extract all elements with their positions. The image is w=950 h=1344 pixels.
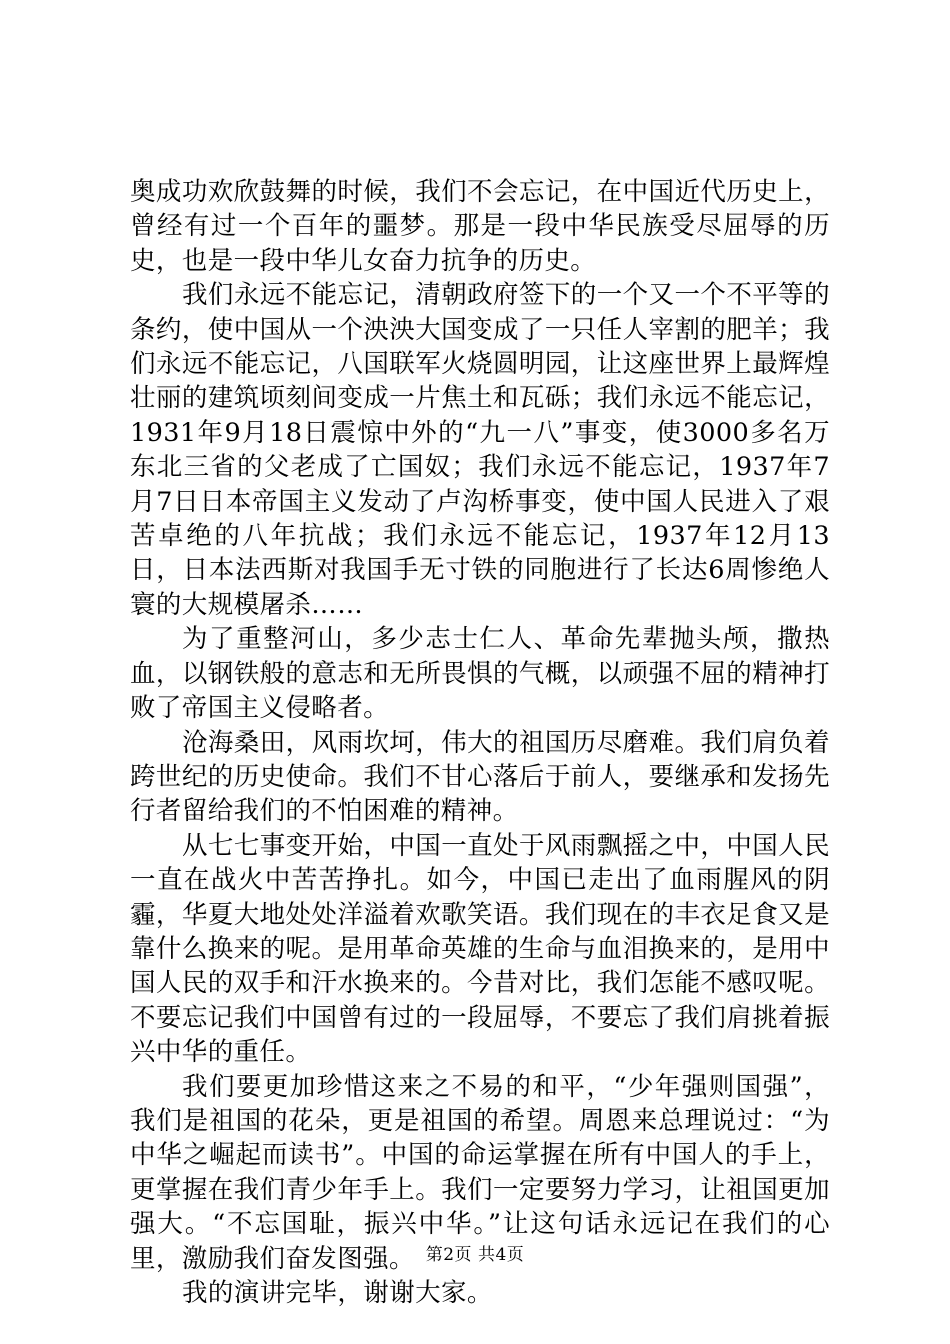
paragraph-6: 我们要更加珍惜这来之不易的和平，“少年强则国强”，我们是祖国的花朵，更是祖国的希望。周恩来总理说过：“为中华之崛起而读书”。中国的命运掌握在所有中国人的手上，更掌握在我们青少年手上。我们一定要努力学习，让祖国更加强大。“不忘国耻，振兴中华。”让这句话永远记在我们的心里，激励我们奋发图强。: [130, 1071, 830, 1274]
paragraph-7: 我的演讲完毕，谢谢大家。: [182, 1278, 493, 1308]
paragraph-1: 奥成功欢欣鼓舞的时候，我们不会忘记，在中国近代历史上，曾经有过一个百年的噩梦。那是一段中华民族受尽屈辱的历史，也是一段中华儿女奋力抗争的历史。: [130, 177, 830, 276]
paragraph-3: 为了重整河山，多少志士仁人、革命先辈抛头颅，撒热血，以钢铁般的意志和无所畏惧的气概，以顽强不屈的精神打败了帝国主义侵略者。: [130, 624, 830, 724]
paragraph-5: 从七七事变开始，中国一直处于风雨飘摇之中，中国人民一直在战火中苦苦挣扎。如今，中国已走出了血雨腥风的阴霾，华夏大地处处洋溢着欢歌笑语。我们现在的丰衣足食又是靠什么换来的呢。是用革命英雄的生命与血泪换来的，是用中国人民的双手和汗水换来的。今昔对比，我们怎能不感叹呢。不要忘记我们中国曾有过的一段屈辱，不要忘了我们肩挑着振兴中华的重任。: [130, 830, 830, 1068]
paragraph-2: 我们永远不能忘记，清朝政府签下的一个又一个不平等的条约，使中国从一个泱泱大国变成了一只任人宰割的肥羊；我们永远不能忘记，八国联军火烧圆明园，让这座世界上最辉煌壮丽的建筑顷刻间变成一片焦土和瓦砾；我们永远不能忘记，1931年9月18日震惊中外的“九一八”事变，使3000多名万东北三省的父老成了亡国奴；我们永远不能忘记，1937年7月7日日本帝国主义发动了卢沟桥事变，使中国人民进入了艰苦卓绝的八年抗战；我们永远不能忘记，1937年12月13日，日本法西斯对我国手无寸铁的同胞进行了长达6周惨绝人寰的大规模屠杀……: [130, 280, 830, 620]
document-body: [130, 175, 830, 1310]
paragraph-4: 沧海桑田，风雨坎坷，伟大的祖国历尽磨难。我们肩负着跨世纪的历史使命。我们不甘心落后于前人，要继承和发扬先行者留给我们的不怕困难的精神。: [130, 727, 830, 827]
page-number-footer: 第2页 共4页: [425, 1245, 525, 1265]
